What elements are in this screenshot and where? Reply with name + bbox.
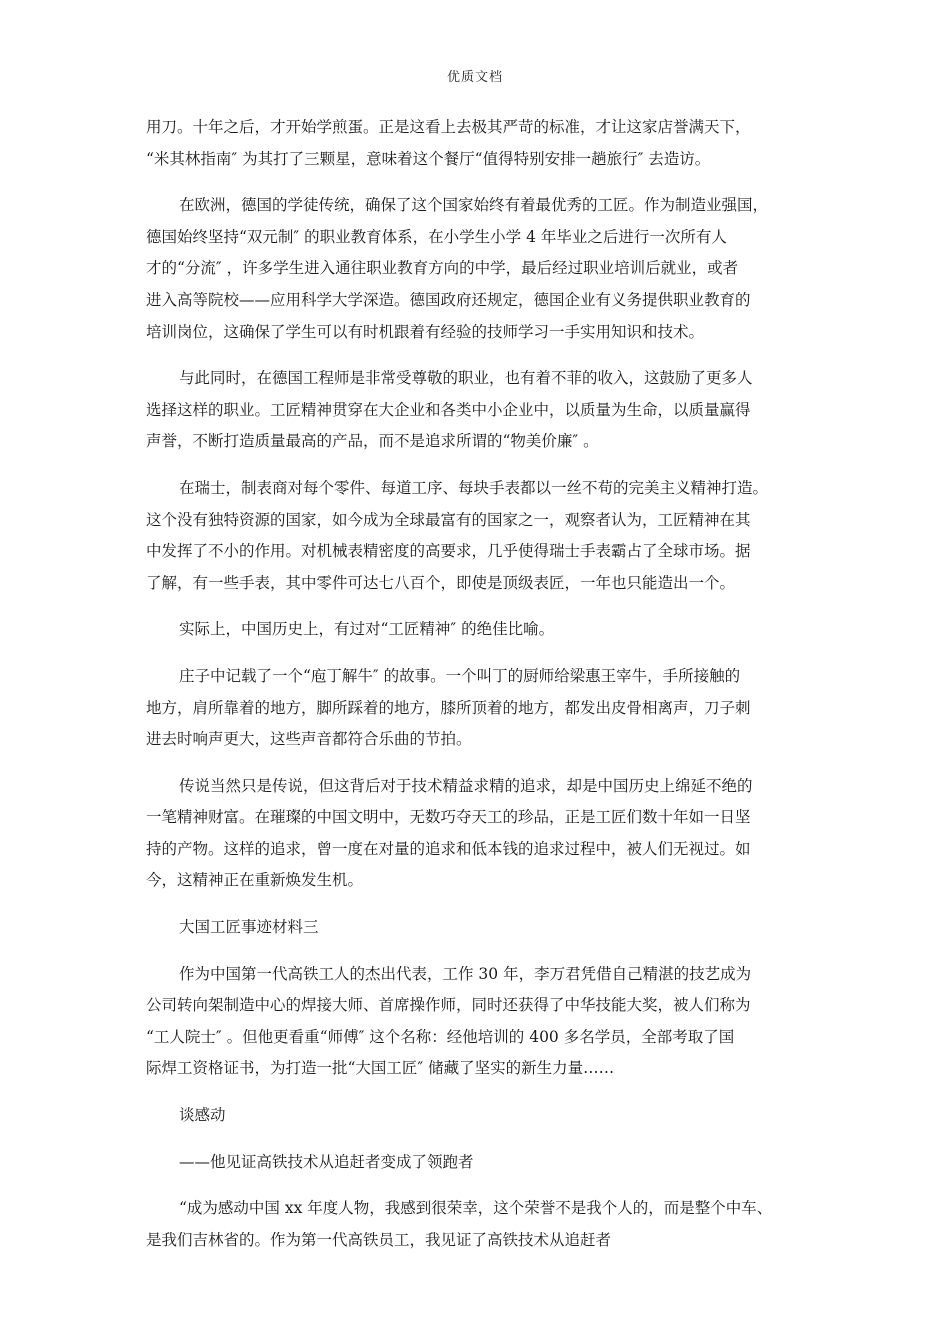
text-line: 作为中国第一代高铁工人的杰出代表，工作 30 年，李万君凭借自己精湛的技艺成为: [179, 964, 752, 983]
text-line: 在瑞士，制表商对每个零件、每道工序、每块手表都以一丝不苟的完美主义精神打造。: [179, 478, 769, 497]
text-line: 传说当然只是传说，但这背后对于技术精益求精的追求，却是中国历史上绵延不绝的: [179, 776, 753, 795]
text-line: 一笔精神财富。在璀璨的中国文明中，无数巧夺天工的珍品，正是工匠们数十年如一日坚: [146, 808, 751, 827]
text-line: 用刀。十年之后，才开始学煎蛋。正是这看上去极其严苛的标准，才让这家店誉满天下，: [146, 118, 751, 136]
paragraph-2: [146, 190, 826, 348]
text-line: “工人院士″ 。但他更看重“师傅″ 这个名称：经他培训的 400 多名学员，全部考取了国: [146, 1027, 735, 1046]
subheading-title: 谈感动: [179, 1106, 226, 1125]
text-line: “米其林指南″ 为其打了三颗星，意味着这个餐厅“值得特别安排一趟旅行″ 去造访。: [146, 149, 711, 168]
text-line: 德国始终坚持“双元制″ 的职业教育体系，在小学生小学 4 年毕业之后进行一次所有人: [146, 227, 727, 246]
page-header-title: 优质文档: [446, 70, 503, 85]
paragraph-3: [146, 363, 826, 458]
paragraph-1: [146, 112, 826, 175]
subtitle-line: ——他见证高铁技术从追赶者变成了领跑者: [179, 1152, 474, 1171]
text-line: 公司转向架制造中心的焊接大师、首席操作师，同时还获得了中华技能大奖，被人们称为: [146, 996, 751, 1015]
text-line: 进去时响声更大，这些声音都符合乐曲的节拍。: [146, 730, 472, 749]
paragraph-7: [146, 771, 826, 897]
text-line: 地方，肩所靠着的地方，脚所踩着的地方，膝所顶着的地方，都发出皮骨相离声，刀子刺: [146, 698, 751, 717]
text-line: 这个没有独特资源的国家，如今成为全球最富有的国家之一，观察者认为，工匠精神在其: [146, 510, 751, 529]
subheading-subtitle: [146, 1147, 826, 1179]
document-body: [146, 112, 826, 1271]
text-line: 际焊工资格证书，为打造一批“大国工匠″ 储藏了坚实的新生力量……: [146, 1059, 615, 1078]
text-line: 中发挥了不小的作用。对机械表精密度的高要求，几乎使得瑞士手表霸占了全球市场。据: [146, 542, 751, 561]
paragraph-6: [146, 661, 826, 756]
text-line: 持的产物。这样的追求，曾一度在对量的追求和低本钱的追求过程中，被人们无视过。如: [146, 839, 751, 858]
text-line: 在欧洲，德国的学徒传统，确保了这个国家始终有着最优秀的工匠。作为制造业强国，: [179, 196, 769, 215]
paragraph-5: [146, 614, 826, 646]
section-title: 大国工匠事迹材料三: [179, 918, 319, 937]
text-line: 实际上，中国历史上，有过对“工匠精神″ 的绝佳比喻。: [179, 620, 555, 639]
text-line: 选择这样的职业。工匠精神贯穿在大企业和各类中小企业中，以质量为生命，以质量赢得: [146, 400, 751, 419]
text-line: 庄子中记载了一个“庖丁解牛″ 的故事。一个叫丁的厨师给梁惠王宰牛，手所接触的: [179, 666, 741, 685]
paragraph-8: [146, 959, 826, 1085]
text-line: 进入高等院校——应用科学大学深造。德国政府还规定，德国企业有义务提供职业教育的: [146, 290, 751, 309]
text-line: 声誉，不断打造质量最高的产品，而不是追求所谓的“物美价廉″ 。: [146, 432, 599, 451]
text-line: 与此同时，在德国工程师是非常受尊敬的职业，也有着不菲的收入，这鼓励了更多人: [179, 369, 753, 388]
text-line: 今，这精神正在重新焕发生机。: [146, 871, 364, 890]
section-heading: [146, 912, 826, 944]
text-line: “成为感动中国 xx 年度人物，我感到很荣幸，这个荣誉不是我个人的，而是整个中车、: [179, 1199, 773, 1218]
text-line: 是我们吉林省的。作为第一代高铁员工，我见证了高铁技术从追赶者: [146, 1230, 612, 1249]
text-line: 培训岗位，这确保了学生可以有时机跟着有经验的技师学习一手实用知识和技术。: [146, 322, 705, 341]
paragraph-9: [146, 1193, 826, 1256]
subheading: [146, 1100, 826, 1132]
text-line: 才的“分流″ ，许多学生进入通往职业教育方向的中学，最后经过职业培训后就业，或者: [146, 259, 739, 278]
text-line: 了解，有一些手表，其中零件可达七八百个，即使是顶级表匠，一年也只能造出一个。: [146, 573, 736, 592]
paragraph-4: [146, 473, 826, 599]
